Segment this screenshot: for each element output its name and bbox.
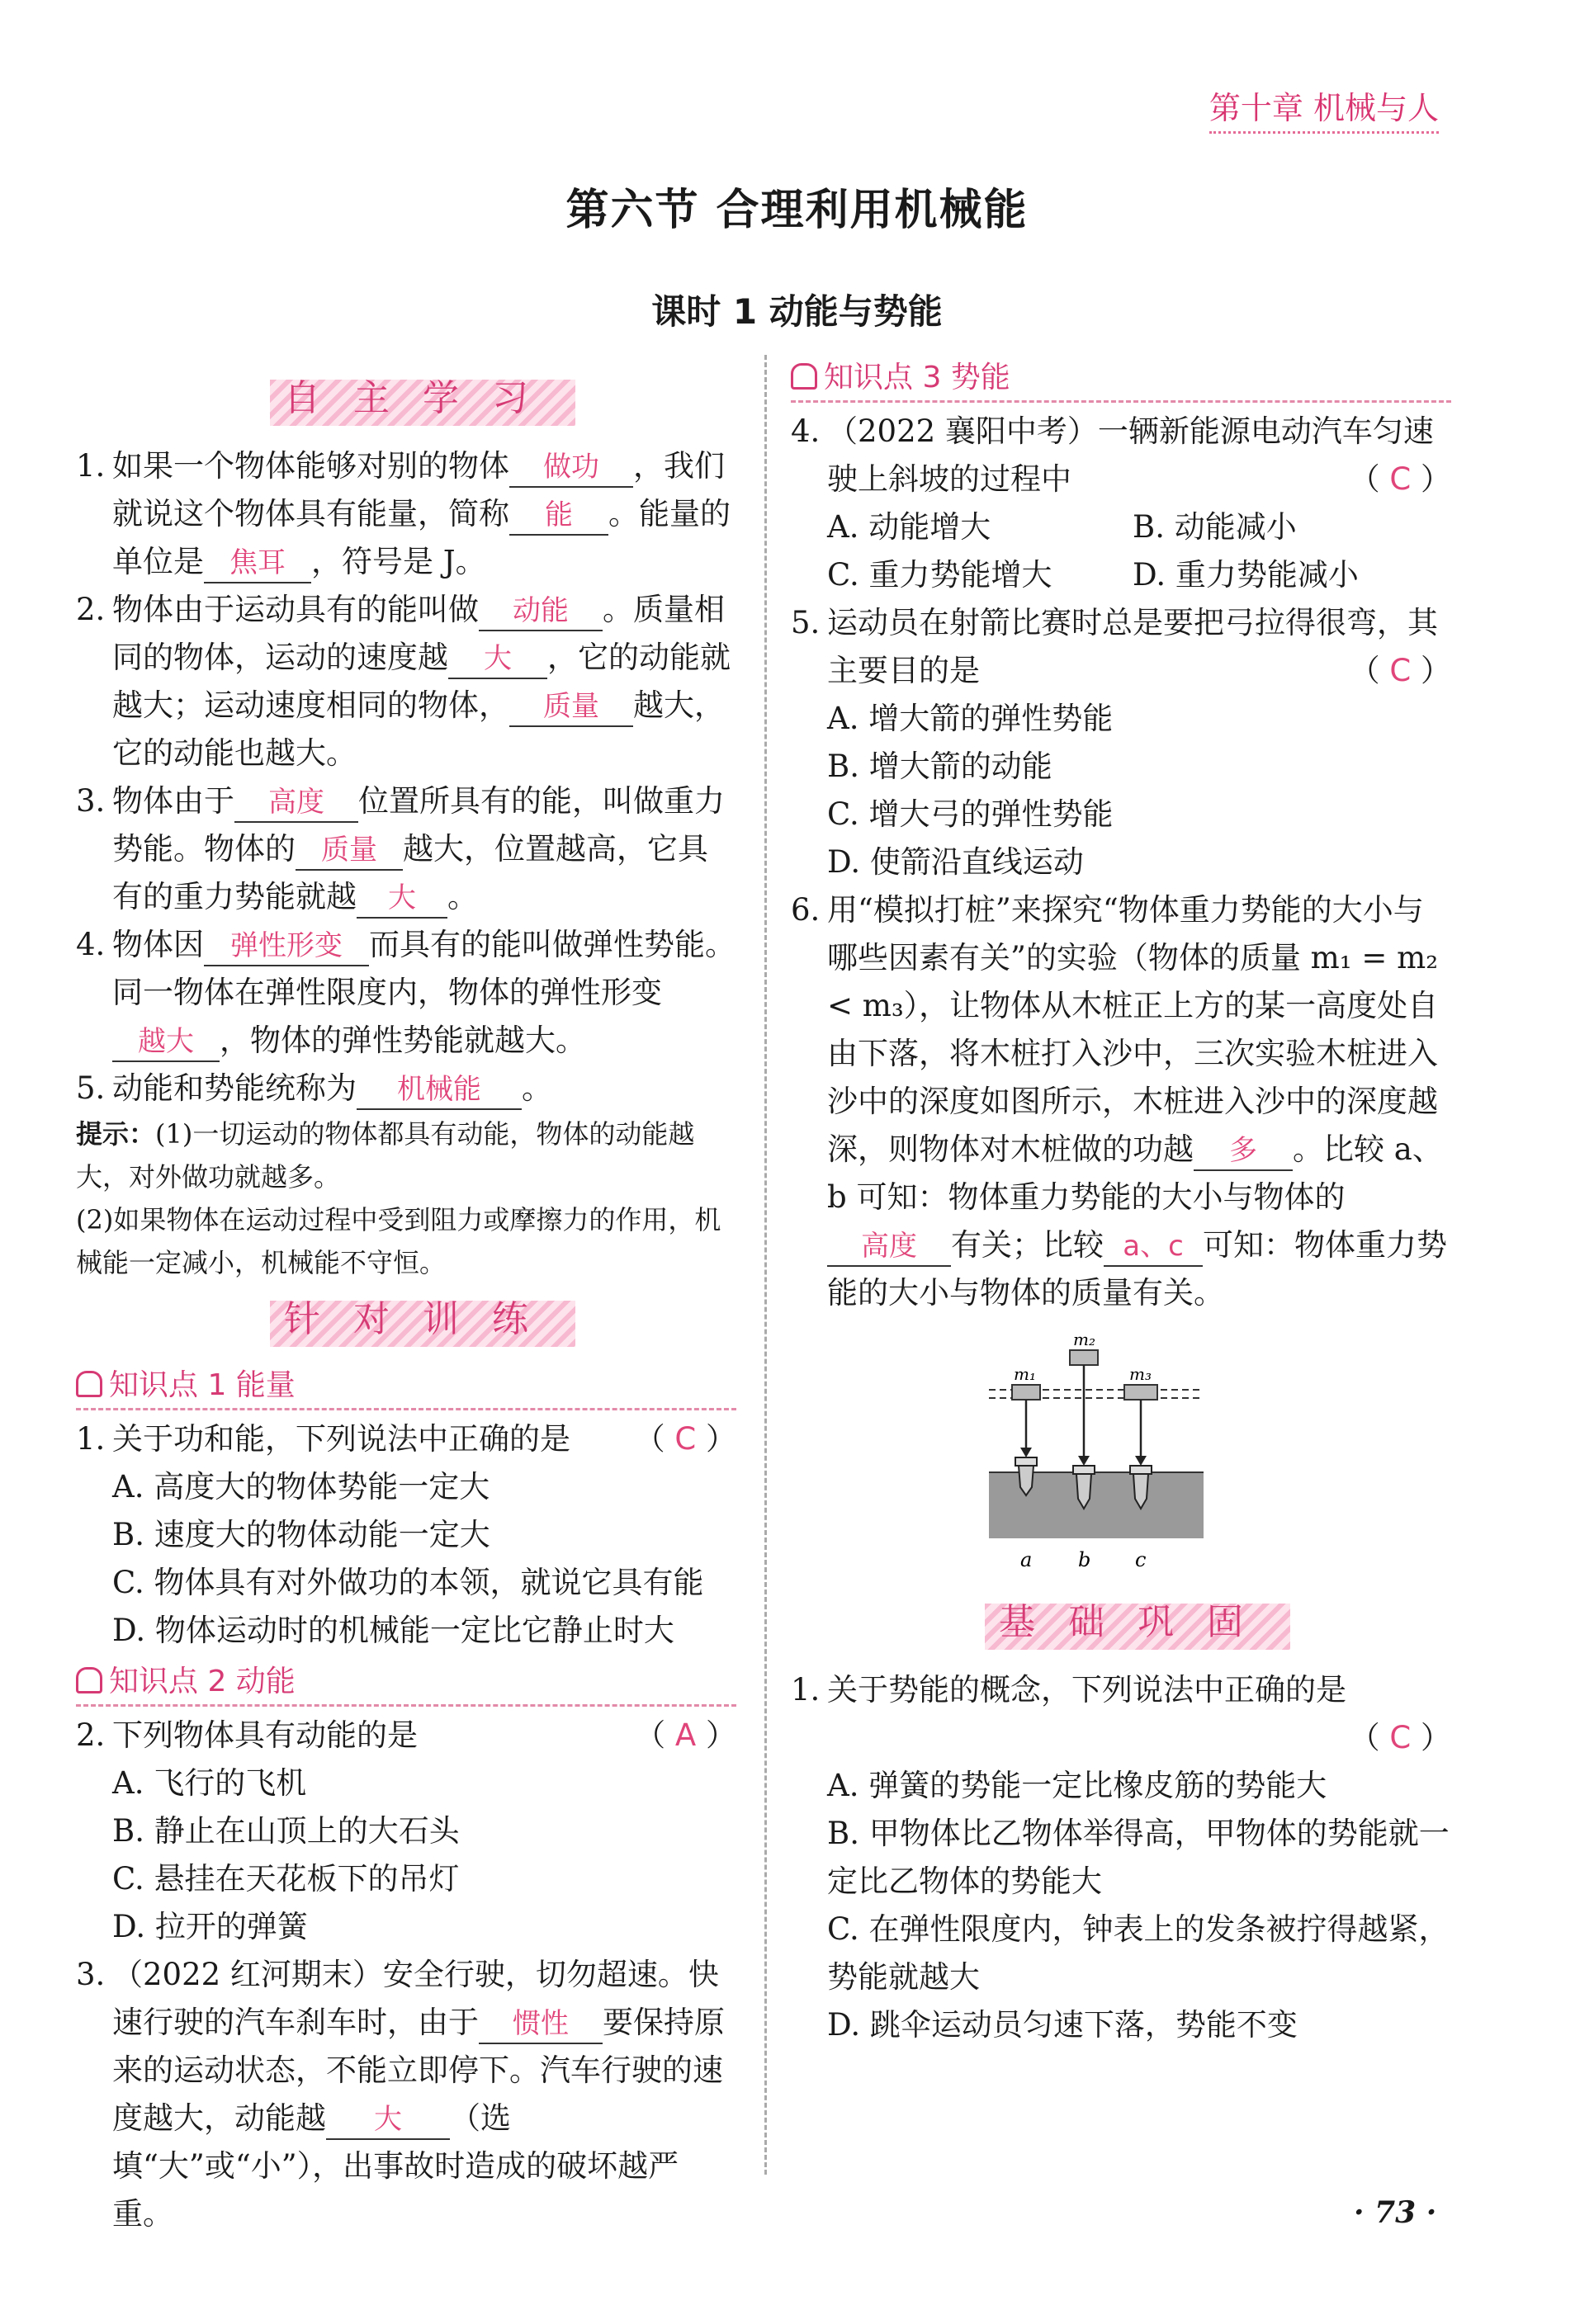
q-text: 有关；比较 <box>951 1227 1104 1263</box>
label-a: a <box>1020 1548 1033 1571</box>
knowledge-point-2 <box>76 1660 736 1707</box>
q-text: 。比较 a、b 可知：物体重力势能的大小与物体的 <box>827 1131 1443 1215</box>
option: C. 增大弓的弹性势能 <box>827 796 1114 832</box>
q-text: 如果一个物体能够对别的物体 <box>112 448 509 484</box>
answer-blank: 大 <box>357 879 447 919</box>
pile-driving-figure <box>981 1334 1451 1587</box>
training-q4 <box>791 408 1451 503</box>
bell-icon <box>76 1667 102 1693</box>
q-text: ，它的动能就越大；运动速度相同的物体， <box>112 640 731 723</box>
q-stem: 关于势能的概念，下列说法中正确的是 <box>827 1672 1346 1708</box>
training-q5 <box>791 599 1451 695</box>
q-text: 。 <box>522 1070 552 1106</box>
q-stem: 下列物体具有动能的是 <box>112 1717 418 1753</box>
tip-1: (1)一切运动的物体都具有动能，物体的动能越大，对外做功就越多。 <box>76 1118 695 1193</box>
self-study-q4 <box>76 921 736 1065</box>
arrowhead-a <box>1020 1448 1032 1457</box>
section-title: 第六节 合理利用机械能 <box>565 186 1029 235</box>
option: A. 弹簧的势能一定比橡皮筋的势能大 <box>827 1768 1327 1803</box>
answer-paren: （ C ） <box>1350 647 1451 695</box>
arrowhead-c <box>1135 1456 1147 1466</box>
weight-m1 <box>1012 1385 1040 1400</box>
tip-block <box>76 1112 736 1198</box>
option: B. 增大箭的动能 <box>827 749 1052 784</box>
q-text: 。 <box>447 879 478 914</box>
q-number: 5. <box>791 605 821 640</box>
chapter-header: 第十章 机械与人 <box>1209 83 1439 134</box>
label-m1: m₁ <box>1014 1364 1036 1384</box>
pile-head-c <box>1130 1466 1152 1474</box>
bell-icon <box>791 363 817 390</box>
option: B. 动能减小 <box>1133 509 1297 545</box>
training-q6 <box>791 886 1451 1317</box>
q-text: 可知：物体重力势能的大小与物体的质量有关。 <box>827 1227 1447 1311</box>
option: D. 跳伞运动员匀速下落，势能不变 <box>827 2007 1298 2043</box>
q-number: 6. <box>791 892 821 928</box>
q-number: 4. <box>76 927 106 962</box>
self-study-q2 <box>76 586 736 777</box>
tip-label: 提示： <box>76 1118 156 1150</box>
label-c: c <box>1135 1548 1147 1571</box>
option: B. 甲物体比乙物体举得高，甲物体的势能就一定比乙物体的势能大 <box>827 1816 1450 1899</box>
q-text: ，我们就说这个物体具有能量，简称 <box>112 448 725 531</box>
answer-blank: a、c <box>1104 1227 1203 1267</box>
knowledge-point-1 <box>76 1363 736 1410</box>
band-title: 针对训练 <box>284 1298 561 1340</box>
pile-head-a <box>1015 1457 1037 1466</box>
q-text: （选填“大”或“小”），出事故时造成的破坏越严重。 <box>112 2100 679 2232</box>
kp-label: 知识点 1 能量 <box>109 1368 296 1402</box>
q-text: 越大，位置越高，它具有的重力势能就越 <box>112 831 708 914</box>
answer-paren: （ C ） <box>1350 456 1451 503</box>
q-text: ，符号是 J。 <box>311 544 486 579</box>
option-row <box>791 503 1451 551</box>
q-number: 2. <box>76 1717 106 1753</box>
q-text: 。质量相同的物体，运动的速度越 <box>112 592 725 675</box>
answer-choice: C <box>1389 653 1412 688</box>
consolidation-q1 <box>791 1666 1451 1714</box>
q-number: 2. <box>76 592 106 627</box>
knowledge-point-3 <box>791 356 1451 403</box>
left-column <box>76 363 736 2238</box>
right-column <box>791 351 1451 2049</box>
option: D. 使箭沿直线运动 <box>827 844 1084 880</box>
answer-choice: C <box>1389 1720 1412 1755</box>
option: C. 在弹性限度内，钟表上的发条被拧得越紧，势能就越大 <box>827 1911 1450 1995</box>
lesson-subtitle: 课时 1 动能与势能 <box>651 291 943 332</box>
q-stem: 关于功和能，下列说法中正确的是 <box>112 1421 570 1457</box>
answer-blank: 高度 <box>827 1227 951 1267</box>
q-text: 越大，它的动能也越大。 <box>112 687 725 771</box>
q-text: 动能和势能统称为 <box>112 1070 357 1106</box>
q-number: 1. <box>76 448 106 484</box>
training-q2 <box>76 1712 736 1760</box>
option: A. 高度大的物体势能一定大 <box>112 1469 490 1504</box>
option: B. 速度大的物体动能一定大 <box>112 1517 490 1552</box>
band-consolidation <box>791 1595 1451 1660</box>
kp-label: 知识点 2 动能 <box>109 1665 296 1698</box>
q-text: 物体因 <box>112 927 204 962</box>
option: D. 物体运动时的机械能一定比它静止时大 <box>112 1613 674 1648</box>
answer-blank: 弹性形变 <box>204 927 369 966</box>
weight-m2 <box>1070 1350 1098 1365</box>
answer-blank: 惯性 <box>479 2005 603 2044</box>
q-number: 4. <box>791 413 821 449</box>
option: A. 动能增大 <box>827 509 991 545</box>
answer-choice: A <box>674 1717 697 1753</box>
q-number: 3. <box>76 1957 106 1992</box>
q-text: 要保持原来的运动状态，不能立即停下。汽车行驶的速度越大，动能越 <box>112 2005 725 2136</box>
answer-paren-row: （ C ） <box>791 1714 1451 1762</box>
band-self-study <box>76 371 736 436</box>
tip-2: (2)如果物体在运动过程中受到阻力或摩擦力的作用，机械能一定减小，机械能不守恒。 <box>76 1204 721 1278</box>
label-b: b <box>1078 1548 1091 1571</box>
q-text: （2022 红河期末）安全行驶，切勿超速。快速行驶的汽车刹车时，由于 <box>112 1957 719 2040</box>
q-text: 。能量的单位是 <box>112 496 731 579</box>
answer-choice: C <box>674 1421 697 1457</box>
option: B. 静止在山顶上的大石头 <box>112 1813 460 1849</box>
training-q1 <box>76 1415 736 1463</box>
answer-choice: C <box>1389 461 1412 497</box>
option: D. 重力势能减小 <box>1133 557 1359 593</box>
answer-blank: 焦耳 <box>204 544 311 583</box>
kp-label: 知识点 3 势能 <box>824 361 1010 394</box>
answer-blank: 动能 <box>479 592 603 631</box>
q-number: 3. <box>76 783 106 819</box>
answer-blank: 大 <box>448 640 547 679</box>
answer-blank: 大 <box>326 2100 450 2140</box>
answer-blank: 多 <box>1194 1131 1293 1171</box>
q-stem: （2022 襄阳中考）一辆新能源电动汽车匀速驶上斜坡的过程中 <box>827 413 1434 497</box>
weight-m3 <box>1124 1385 1157 1400</box>
answer-blank: 质量 <box>296 831 403 871</box>
pile-diagram <box>981 1334 1228 1573</box>
option: C. 悬挂在天花板下的吊灯 <box>112 1861 460 1897</box>
answer-blank: 做功 <box>509 448 633 488</box>
page-number: · 73 · <box>1354 2195 1437 2230</box>
option: C. 重力势能增大 <box>827 557 1052 593</box>
answer-blank: 质量 <box>509 687 633 727</box>
q-number: 5. <box>76 1070 106 1106</box>
option-row <box>791 551 1451 599</box>
label-m2: m₂ <box>1073 1334 1095 1349</box>
q-number: 1. <box>76 1421 106 1457</box>
option: D. 拉开的弹簧 <box>112 1909 308 1944</box>
answer-blank: 高度 <box>234 783 358 823</box>
arrowhead-b <box>1078 1456 1090 1466</box>
q-text: 物体由于运动具有的能叫做 <box>112 592 479 627</box>
bell-icon <box>76 1371 102 1397</box>
q-text: 而具有的能叫做弹性势能。同一物体在弹性限度内，物体的弹性形变 <box>112 927 736 1010</box>
option: C. 物体具有对外做功的本领，就说它具有能 <box>112 1565 704 1600</box>
column-divider <box>764 355 767 2175</box>
answer-paren: （ A ） <box>635 1712 736 1760</box>
answer-blank: 机械能 <box>357 1070 522 1110</box>
band-training <box>76 1292 736 1357</box>
option: A. 飞行的飞机 <box>112 1765 307 1801</box>
band-title: 基础巩固 <box>999 1601 1276 1643</box>
q-text: 位置所具有的能，叫做重力势能。物体的 <box>112 783 725 867</box>
self-study-q1 <box>76 442 736 586</box>
q-stem: 运动员在射箭比赛时总是要把弓拉得很弯，其主要目的是 <box>827 605 1438 688</box>
self-study-q5 <box>76 1065 736 1112</box>
q-text: 物体由于 <box>112 783 234 819</box>
self-study-q3 <box>76 777 736 921</box>
q-text: 用“模拟打桩”来探究“物体重力势能的大小与哪些因素有关”的实验（物体的质量 m₁ = m₂ < m₃），让物体从木桩正上方的某一高度处自由下落，将木桩打入沙中，三次实验木桩进入沙中的深度如图所示，木桩进入沙中的深度越深，则物体对木桩做的功越 <box>827 892 1439 1167</box>
training-q3 <box>76 1951 736 2238</box>
band-title: 自主学习 <box>284 377 561 419</box>
label-m3: m₃ <box>1129 1364 1152 1384</box>
pile-head-b <box>1073 1466 1095 1474</box>
answer-paren: （ C ） <box>635 1415 736 1463</box>
answer-blank: 能 <box>509 496 608 536</box>
q-number: 1. <box>791 1672 821 1708</box>
q-text: ，物体的弹性势能就越大。 <box>220 1023 586 1058</box>
answer-blank: 越大 <box>112 1023 220 1062</box>
option: A. 增大箭的弹性势能 <box>827 701 1114 736</box>
